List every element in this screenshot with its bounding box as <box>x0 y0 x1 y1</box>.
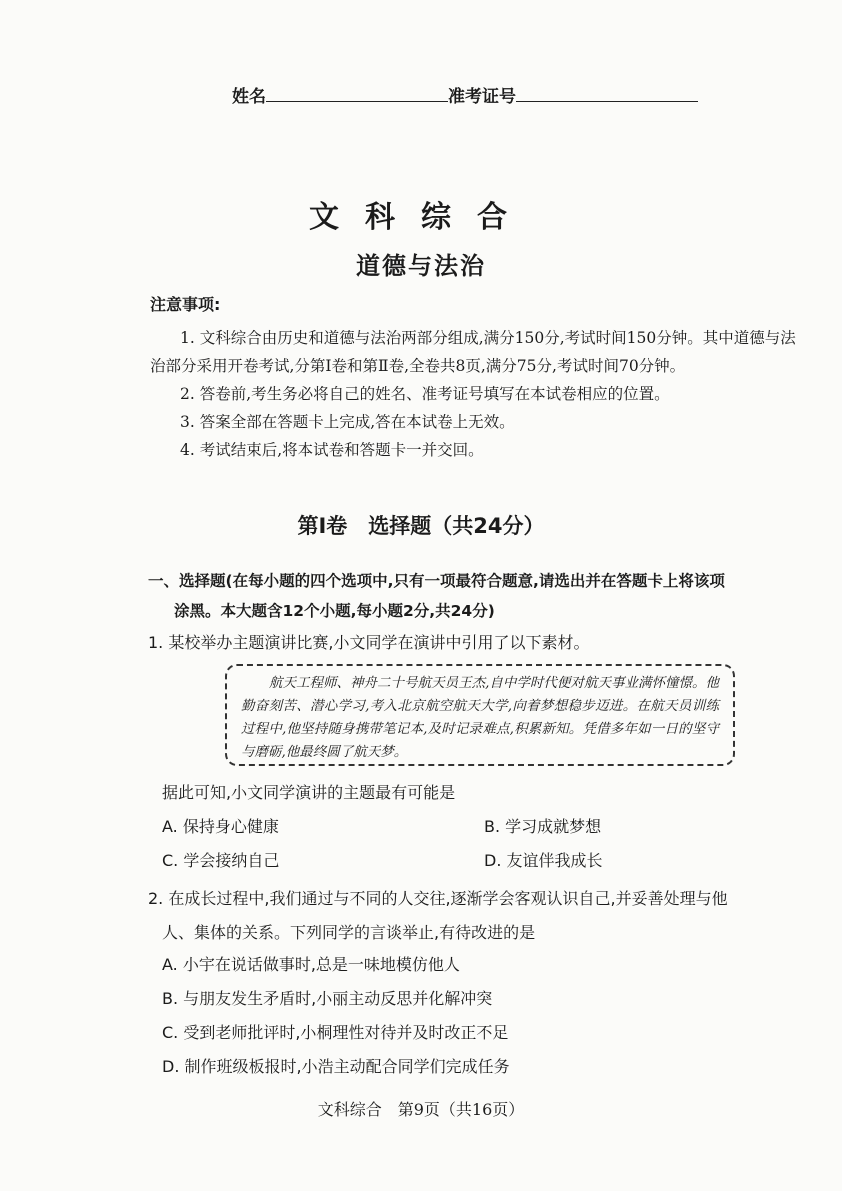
section-title: 第Ⅰ卷 选择题（共24分） <box>297 514 545 538</box>
notice-item: 3. 答案全部在答题卡上完成,答在本试卷上无效。 <box>180 413 515 431</box>
candidate-info-line <box>232 82 698 107</box>
part-instructions <box>148 566 798 626</box>
question-2-stem-line: 人、集体的关系。下列同学的言谈举止,有待改进的是 <box>162 923 536 942</box>
name-blank[interactable] <box>266 87 448 102</box>
id-blank[interactable] <box>516 87 698 102</box>
exam-subtitle: 道德与法治 <box>356 252 486 280</box>
notice-item: 2. 答卷前,考生务必将自己的姓名、准考证号填写在本试卷相应的位置。 <box>180 385 670 403</box>
question-2-stem <box>148 882 808 950</box>
part-instructions-line: 一、选择题(在每小题的四个选项中,只有一项最符合题意,请选出并在答题卡上将该项 <box>148 572 725 590</box>
q1-option-a[interactable]: A. 保持身心健康 <box>162 817 279 836</box>
notice-item: 4. 考试结束后,将本试卷和答题卡一并交回。 <box>180 441 484 459</box>
notice-heading: 注意事项: <box>150 295 221 314</box>
q2-option-a[interactable]: A. 小宇在说话做事时,总是一味地模仿他人 <box>162 955 460 974</box>
q1-option-c[interactable]: C. 学会接纳自己 <box>162 851 280 870</box>
notice-item: 1. 文科综合由历史和道德与法治两部分组成,满分150分,考试时间150分钟。其中道德与法治部分采用开卷考试,分第Ⅰ卷和第Ⅱ卷,全卷共8页,满分75分,考试时间70分钟。 <box>150 329 796 375</box>
page-footer: 文科综合 第9页（共16页） <box>317 1100 525 1119</box>
part-instructions-line: 涂黑。本大题含12个小题,每小题2分,共24分) <box>174 602 495 620</box>
material-box <box>225 664 735 766</box>
notice-list <box>150 324 800 464</box>
q2-option-d[interactable]: D. 制作班级板报时,小浩主动配合同学们完成任务 <box>162 1057 510 1076</box>
id-label: 准考证号 <box>448 87 516 107</box>
question-1-stem: 1. 某校举办主题演讲比赛,小文同学在演讲中引用了以下素材。 <box>148 633 590 652</box>
exam-title: 文科综合 <box>309 200 533 235</box>
question-2-stem-line: 2. 在成长过程中,我们通过与不同的人交往,逐渐学会客观认识自己,并妥善处理与他 <box>148 889 728 908</box>
q2-option-c[interactable]: C. 受到老师批评时,小桐理性对待并及时改正不足 <box>162 1023 509 1042</box>
name-label: 姓名 <box>232 87 266 107</box>
question-1-lead: 据此可知,小文同学演讲的主题最有可能是 <box>162 783 456 802</box>
material-text: 航天工程师、神舟二十号航天员王杰,自中学时代便对航天事业满怀憧憬。他勤奋刻苦、潜心学习,考入北京航空航天大学,向着梦想稳步迈进。在航天员训练过程中,他坚持随身携带笔记本,及时记录难点,积累新知。凭借多年如一日的坚守与磨砺,他最终圆了航天梦。 <box>241 675 719 760</box>
q1-option-d[interactable]: D. 友谊伴我成长 <box>484 851 603 870</box>
q1-option-b[interactable]: B. 学习成就梦想 <box>484 817 602 836</box>
q2-option-b[interactable]: B. 与朋友发生矛盾时,小丽主动反思并化解冲突 <box>162 989 493 1008</box>
